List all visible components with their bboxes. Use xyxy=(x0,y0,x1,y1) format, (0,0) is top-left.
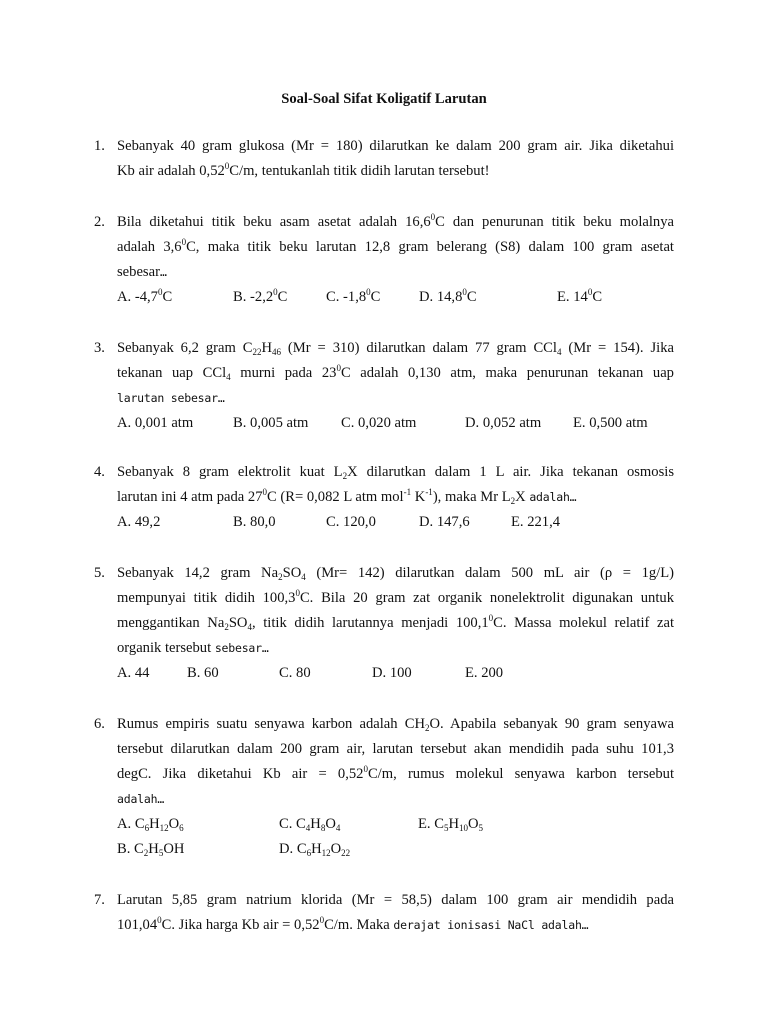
question-text xyxy=(117,460,674,535)
answer-options xyxy=(117,411,674,436)
option-c: C. 0,020 atm xyxy=(341,415,417,431)
question-line: Sebanyak 6,2 gram $C_{22}H_{46}$ (Mr = 310) dilarutkan dalam 77 gram CCl$_4$ (Mr = 154). Jika xyxy=(117,340,674,357)
option-c: C. $-1,8^0C$ xyxy=(326,287,381,305)
question-line: sebesar… xyxy=(117,264,167,280)
question-line: degC. Jika diketahui Kb air = $0,52^0C/m$, rumus molekul senyawa karbon tersebut xyxy=(117,764,674,782)
option-d: D. 147,6 xyxy=(419,514,470,530)
option-b: B. $-2,2^0C$ xyxy=(233,287,288,305)
option-e: E. 0,500 atm xyxy=(573,415,648,431)
question-text xyxy=(117,888,674,938)
option-b: B. 0,005 atm xyxy=(233,415,309,431)
question-line: Sebanyak 40 gram glukosa (Mr = 180) dilarutkan ke dalam 200 gram air. Jika diketahui xyxy=(117,138,674,154)
question-text xyxy=(117,210,674,310)
option-d: D. 14,8$^0$C xyxy=(419,287,477,305)
option-b: B. 80,0 xyxy=(233,514,276,530)
option-a: A. 49,2 xyxy=(117,514,161,530)
option-b: B. 60 xyxy=(187,665,219,681)
question-line: menggantikan $Na_2SO_4$, titik didih larutannya menjadi 100,1$^0$C. Massa molekul relatif zat xyxy=(117,613,674,632)
question-line: Larutan 5,85 gram natrium klorida (Mr = 58,5) dalam 100 gram air mendidih pada xyxy=(117,892,674,908)
answer-options xyxy=(117,661,674,686)
question-line: tersebut dilarutkan dalam 200 gram air, larutan tersebut akan mendidih pada suhu 101,3 xyxy=(117,741,674,757)
question-line: adalah… xyxy=(117,792,165,806)
question-text xyxy=(117,134,674,184)
question-number: 3. xyxy=(94,340,105,356)
question-number: 6. xyxy=(94,716,105,732)
option-b: B. $C_2H_5OH$ xyxy=(117,841,185,858)
answer-options xyxy=(117,812,674,837)
option-c: C. 80 xyxy=(279,665,311,681)
question-line: larutan ini 4 atm pada $27^0C$ (R= 0,082 L atm mol$^{-1}$ $K^{-1}$), maka Mr $L_2X$ adalah… xyxy=(117,487,577,506)
option-e: E. $14^0C$ xyxy=(557,287,603,305)
question-number: 1. xyxy=(94,138,105,154)
question-line: adalah $3,6^0C$, maka titik beku larutan 12,8 gram belerang (S8) dalam 100 gram asetat xyxy=(117,237,674,255)
question-number: 7. xyxy=(94,892,105,908)
option-a: A. 44 xyxy=(117,665,150,681)
question-line: organik tersebut sebesar… xyxy=(117,640,269,656)
question-number: 2. xyxy=(94,214,105,230)
question-text xyxy=(117,712,674,862)
answer-options xyxy=(117,837,674,862)
question-line: 101,04$^0$C. Jika harga Kb air = $0,52^0C/m$. Maka derajat ionisasi NaCl adalah… xyxy=(117,915,589,933)
option-c: C. $C_4H_8O_4$ xyxy=(279,816,341,833)
option-d: D. 100 xyxy=(372,665,412,681)
option-d: D. $C_6H_{12}O_{22}$ xyxy=(279,841,351,858)
option-e: E. 200 xyxy=(465,665,504,681)
option-d: D. 0,052 atm xyxy=(465,415,542,431)
question-number: 4. xyxy=(94,464,105,480)
page-title: Soal-Soal Sifat Koligatif Larutan xyxy=(281,91,487,107)
question-line: Sebanyak 14,2 gram $Na_2SO_4$ (Mr= 142) dilarutkan dalam 500 mL air (ρ = 1g/L) xyxy=(117,565,674,582)
option-a: A. $C_6H_{12}O_6$ xyxy=(117,816,184,833)
option-a: A. $-4,7^0C$ xyxy=(117,287,173,305)
question-line: tekanan uap CCl$_4$ murni pada $23^0C$ adalah 0,130 atm, maka penurunan tekanan uap xyxy=(117,363,674,382)
question-number: 5. xyxy=(94,565,105,581)
option-e: E. 221,4 xyxy=(511,514,561,530)
option-a: A. 0,001 atm xyxy=(117,415,194,431)
answer-options xyxy=(117,510,674,535)
question-line: Sebanyak 8 gram elektrolit kuat $L_2X$ dilarutkan dalam 1 L air. Jika tekanan osmosis xyxy=(117,464,674,481)
question-line: larutan sebesar… xyxy=(117,391,225,405)
question-text xyxy=(117,561,674,686)
question-line: Bila diketahui titik beku asam asetat adalah 16,6$^0$C dan penurunan titik beku molalnya xyxy=(117,212,674,230)
question-line: Rumus empiris suatu senyawa karbon adalah $CH_2O$. Apabila sebanyak 90 gram senyawa xyxy=(117,716,674,733)
question-text xyxy=(117,336,674,436)
question-line: Kb air adalah 0,52$^0$C/m, tentukanlah titik didih larutan tersebut! xyxy=(117,161,490,179)
answer-options xyxy=(117,285,674,310)
option-c: C. 120,0 xyxy=(326,514,376,530)
option-e: E. $C_5H_{10}O_5$ xyxy=(418,816,484,833)
question-line: mempunyai titik didih 100,3$^0$C. Bila 20 gram zat organik nonelektrolit digunakan untuk xyxy=(117,588,674,606)
